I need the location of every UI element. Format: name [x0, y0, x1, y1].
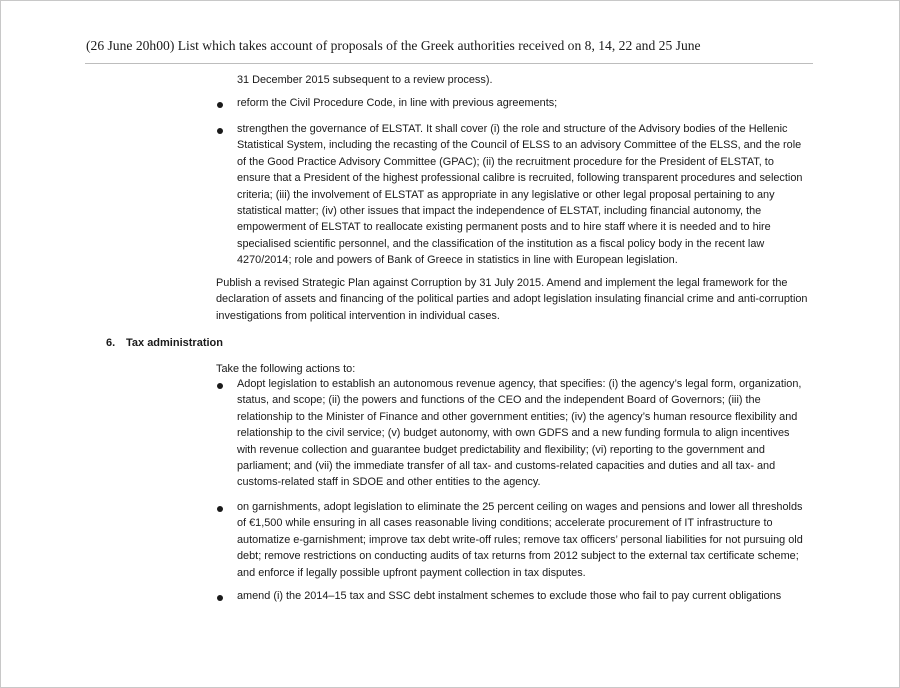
page-header: (26 June 20h00) List which takes account of proposals of the Greek authorities received on 8, 14, 22 and 25 June — [86, 38, 701, 53]
continuation-text: 31 December 2015 subsequent to a review process). — [237, 74, 493, 86]
section-title: Tax administration — [126, 337, 223, 349]
section-heading — [106, 337, 223, 349]
bullet-marker — [217, 506, 223, 512]
bullet-civil-procedure: reform the Civil Procedure Code, in line with previous agreements; — [237, 97, 558, 109]
bullet-marker — [217, 383, 223, 389]
bullet-instalment-schemes: amend (i) the 2014–15 tax and SSC debt instalment schemes to exclude those who fail to pay current obligations — [237, 590, 782, 602]
section-number: 6. — [106, 337, 116, 349]
bullet-elstat-governance: strengthen the governance of ELSTAT. It shall cover (i) the role and structure of the Advisory bodies of the Hellenic Statistical System, including the recasting of the Council of ELSS to an advisory Committee of the ELSS, and the role of the Good Practice Advisory Committee (GPAC); (ii) the recruitment procedure for the President of ELSTAT, to ensure that a President of the highest professional calibre is recruited, following transparent procedures and selection criteria; (iii) the involvement of ELSTAT as appropriate in any legislative or other legal proposal pertaining to any statistical matter; (iv) other issues that impact the independence of ELSTAT, including financial autonomy, the empowerment of ELSTAT to reallocate existing permanent posts and to hire staff where it is needed and to hire specialised scientific personnel, and the classification of the institution as a fiscal policy body in the recent law 4270/2014; role and powers of Bank of Greece in statistics in line with European legislation. — [237, 123, 803, 267]
corruption-paragraph: Publish a revised Strategic Plan against Corruption by 31 July 2015. Amend and implement the legal framework for the declaration of assets and financing of the political parties and adopt legislation insulating financial crime and anti-corruption investigations from political intervention in individual cases. — [216, 277, 808, 322]
bullet-marker — [217, 128, 223, 134]
section-intro: Take the following actions to: — [216, 363, 356, 375]
bullet-marker — [217, 102, 223, 108]
header-divider — [85, 63, 813, 64]
bullet-revenue-agency: Adopt legislation to establish an autonomous revenue agency, that specifies: (i) the agency’s legal form, organization, status, and scope; (ii) the powers and functions of the CEO and the independent Board of Governors; (iii) the relationship to the Minister of Finance and other government entities; (iv) the agency’s human resource flexibility and relationship to the civil service; (v) budget autonomy, with own GDFS and a new funding formula to align incentives with revenue collection and guarantee budget predictability and flexibility; (vi) reporting to the government and parliament; and (vii) the immediate transfer of all tax- and customs-related capacities and duties and all tax- and customs-related staff in SDOE and other entities to the agency. — [237, 378, 802, 489]
bullet-garnishments: on garnishments, adopt legislation to eliminate the 25 percent ceiling on wages and pensions and lower all thresholds of €1,500 while ensuring in all cases reasonable living conditions; accelerate procurement of IT infrastructure to automatize e-garnishment; improve tax debt write-off rules; remove tax officers’ personal liabilities for not pursuing old debt; remove restrictions on conducting audits of tax returns from 2012 subject to the external tax certificate scheme; and enforce if legally possible upfront payment collection in tax disputes. — [237, 501, 803, 579]
bullet-marker — [217, 595, 223, 601]
